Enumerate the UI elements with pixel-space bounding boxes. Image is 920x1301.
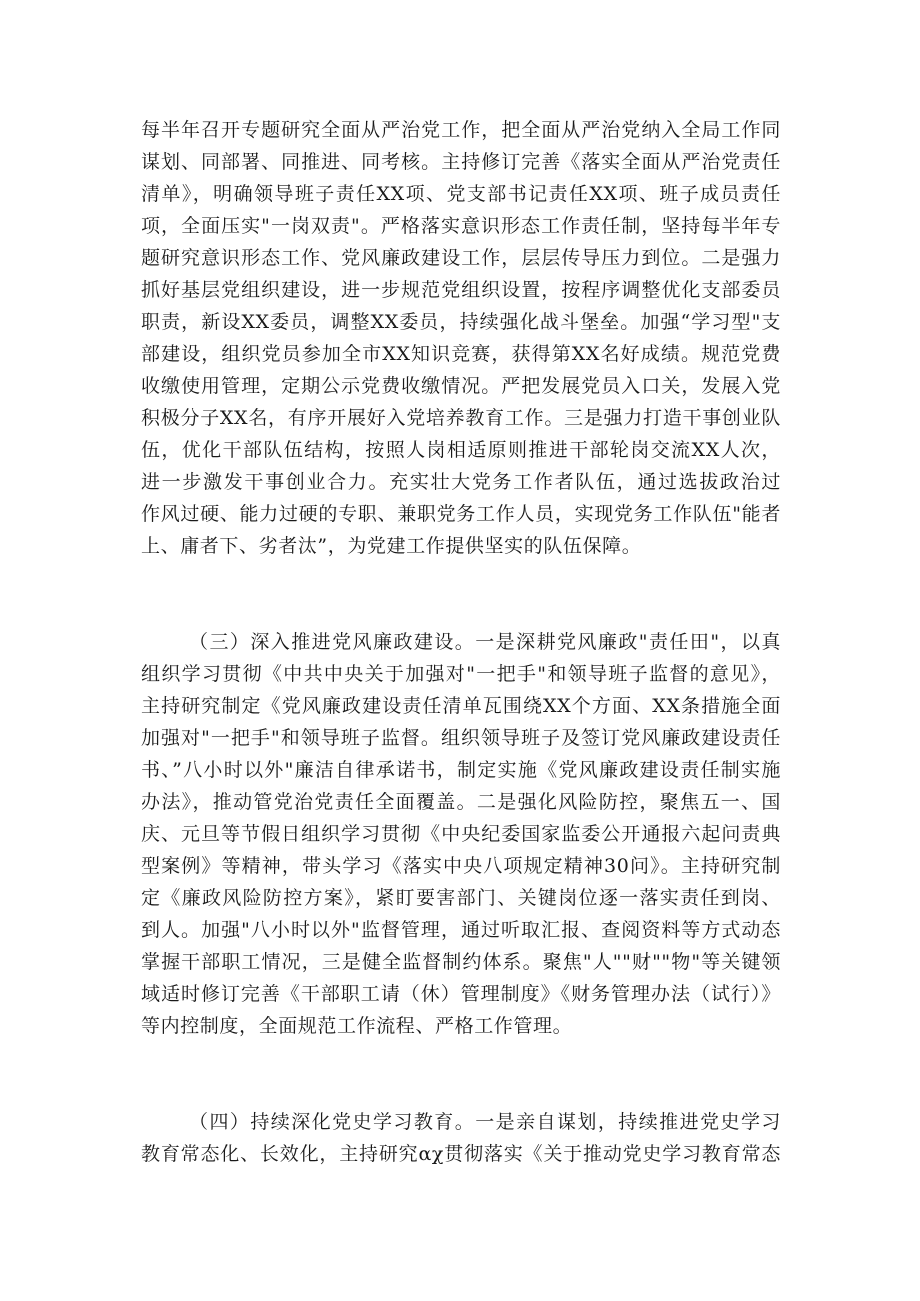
text-line: 组织学习贯彻《中共中央关于加强对"一把手"和领导班子监督的意见》，	[141, 663, 781, 685]
text-line: 伍，优化干部队伍结构，按照人岗相适原则推进干部轮岗交流XX人次，	[141, 439, 781, 461]
text-line: 进一步激发干事创业合力。充实壮大党务工作者队伍，通过选拔政治过	[141, 471, 781, 493]
text-line: 职责，新设XX委员，调整XX委员，持续强化战斗堡垒。加强“学习型"支	[141, 311, 781, 333]
text-line: 定《廉政风险防控方案》，紧盯要害部门、关键岗位逐一落实责任到岗、	[141, 887, 781, 909]
text-line: 庆、元旦等节假日组织学习贯彻《中央纪委国家监委公开通报六起问责典	[141, 823, 781, 845]
section-heading-line: （三）深入推进党风廉政建设。一是深耕党风廉政"责任田"，以真	[189, 631, 781, 653]
text-line: 教育常态化、长效化，主持研究αχ贯彻落实《关于推动党史学习教育常态	[141, 1143, 781, 1165]
section-heading-line: （四）持续深化党史学习教育。一是亲自谋划，持续推进党史学习	[189, 1111, 781, 1133]
text-line: 项，全面压实"一岗双责"。严格落实意识形态工作责任制，坚持每半年专	[141, 215, 781, 237]
text-line: 到人。加强"八小时以外"监督管理，通过听取汇报、查阅资料等方式动态	[141, 919, 781, 941]
text-line: 办法》，推动管党治党责任全面覆盖。二是强化风险防控，聚焦五一、国	[141, 791, 781, 813]
text-line: 域适时修订完善《干部职工请（休）管理制度》《财务管理办法（试行）》	[141, 983, 781, 1005]
text-line: 谋划、同部署、同推进、同考核。主持修订完善《落实全面从严治党责任	[141, 151, 781, 173]
text-line: 等内控制度，全面规范工作流程、严格工作管理。	[141, 1015, 573, 1037]
text-line: 收缴使用管理，定期公示党费收缴情况。严把发展党员入口关，发展入党	[141, 375, 781, 397]
text-line: 作风过硬、能力过硬的专职、兼职党务工作人员，实现党务工作队伍"能者	[141, 503, 781, 525]
text-line: 掌握干部职工情况，三是健全监督制约体系。聚焦"人""财""物"等关键领	[141, 951, 781, 973]
text-line: 题研究意识形态工作、党风廉政建设工作，层层传导压力到位。二是强力	[141, 247, 781, 269]
text-line: 清单》，明确领导班子责任XX项、党支部书记责任XX项、班子成员责任	[141, 183, 781, 205]
text-line: 上、庸者下、劣者汰”，为党建工作提供坚实的队伍保障。	[141, 535, 642, 557]
text-line: 主持研究制定《党风廉政建设责任清单瓦围绕XX个方面、XX条措施全面	[141, 695, 781, 717]
text-line: 部建设，组织党员参加全市XX知识竞赛，获得第XX名好成绩。规范党费	[141, 343, 781, 365]
text-line: 书、”八小时以外"廉洁自律承诺书，制定实施《党风廉政建设责任制实施	[141, 759, 781, 781]
text-line: 抓好基层党组织建设，进一步规范党组织设置，按程序调整优化支部委员	[141, 279, 781, 301]
text-line: 型案例》等精神，带头学习《落实中央八项规定精神30问》。主持研究制	[141, 855, 781, 877]
text-line: 积极分子XX名，有序开展好入党培养教育工作。三是强力打造干事创业队	[141, 407, 781, 429]
text-line: 每半年召开专题研究全面从严治党工作，把全面从严治党纳入全局工作同	[141, 119, 781, 141]
text-line: 加强对"一把手"和领导班子监督。组织领导班子及签订党风廉政建设责任	[141, 727, 781, 749]
